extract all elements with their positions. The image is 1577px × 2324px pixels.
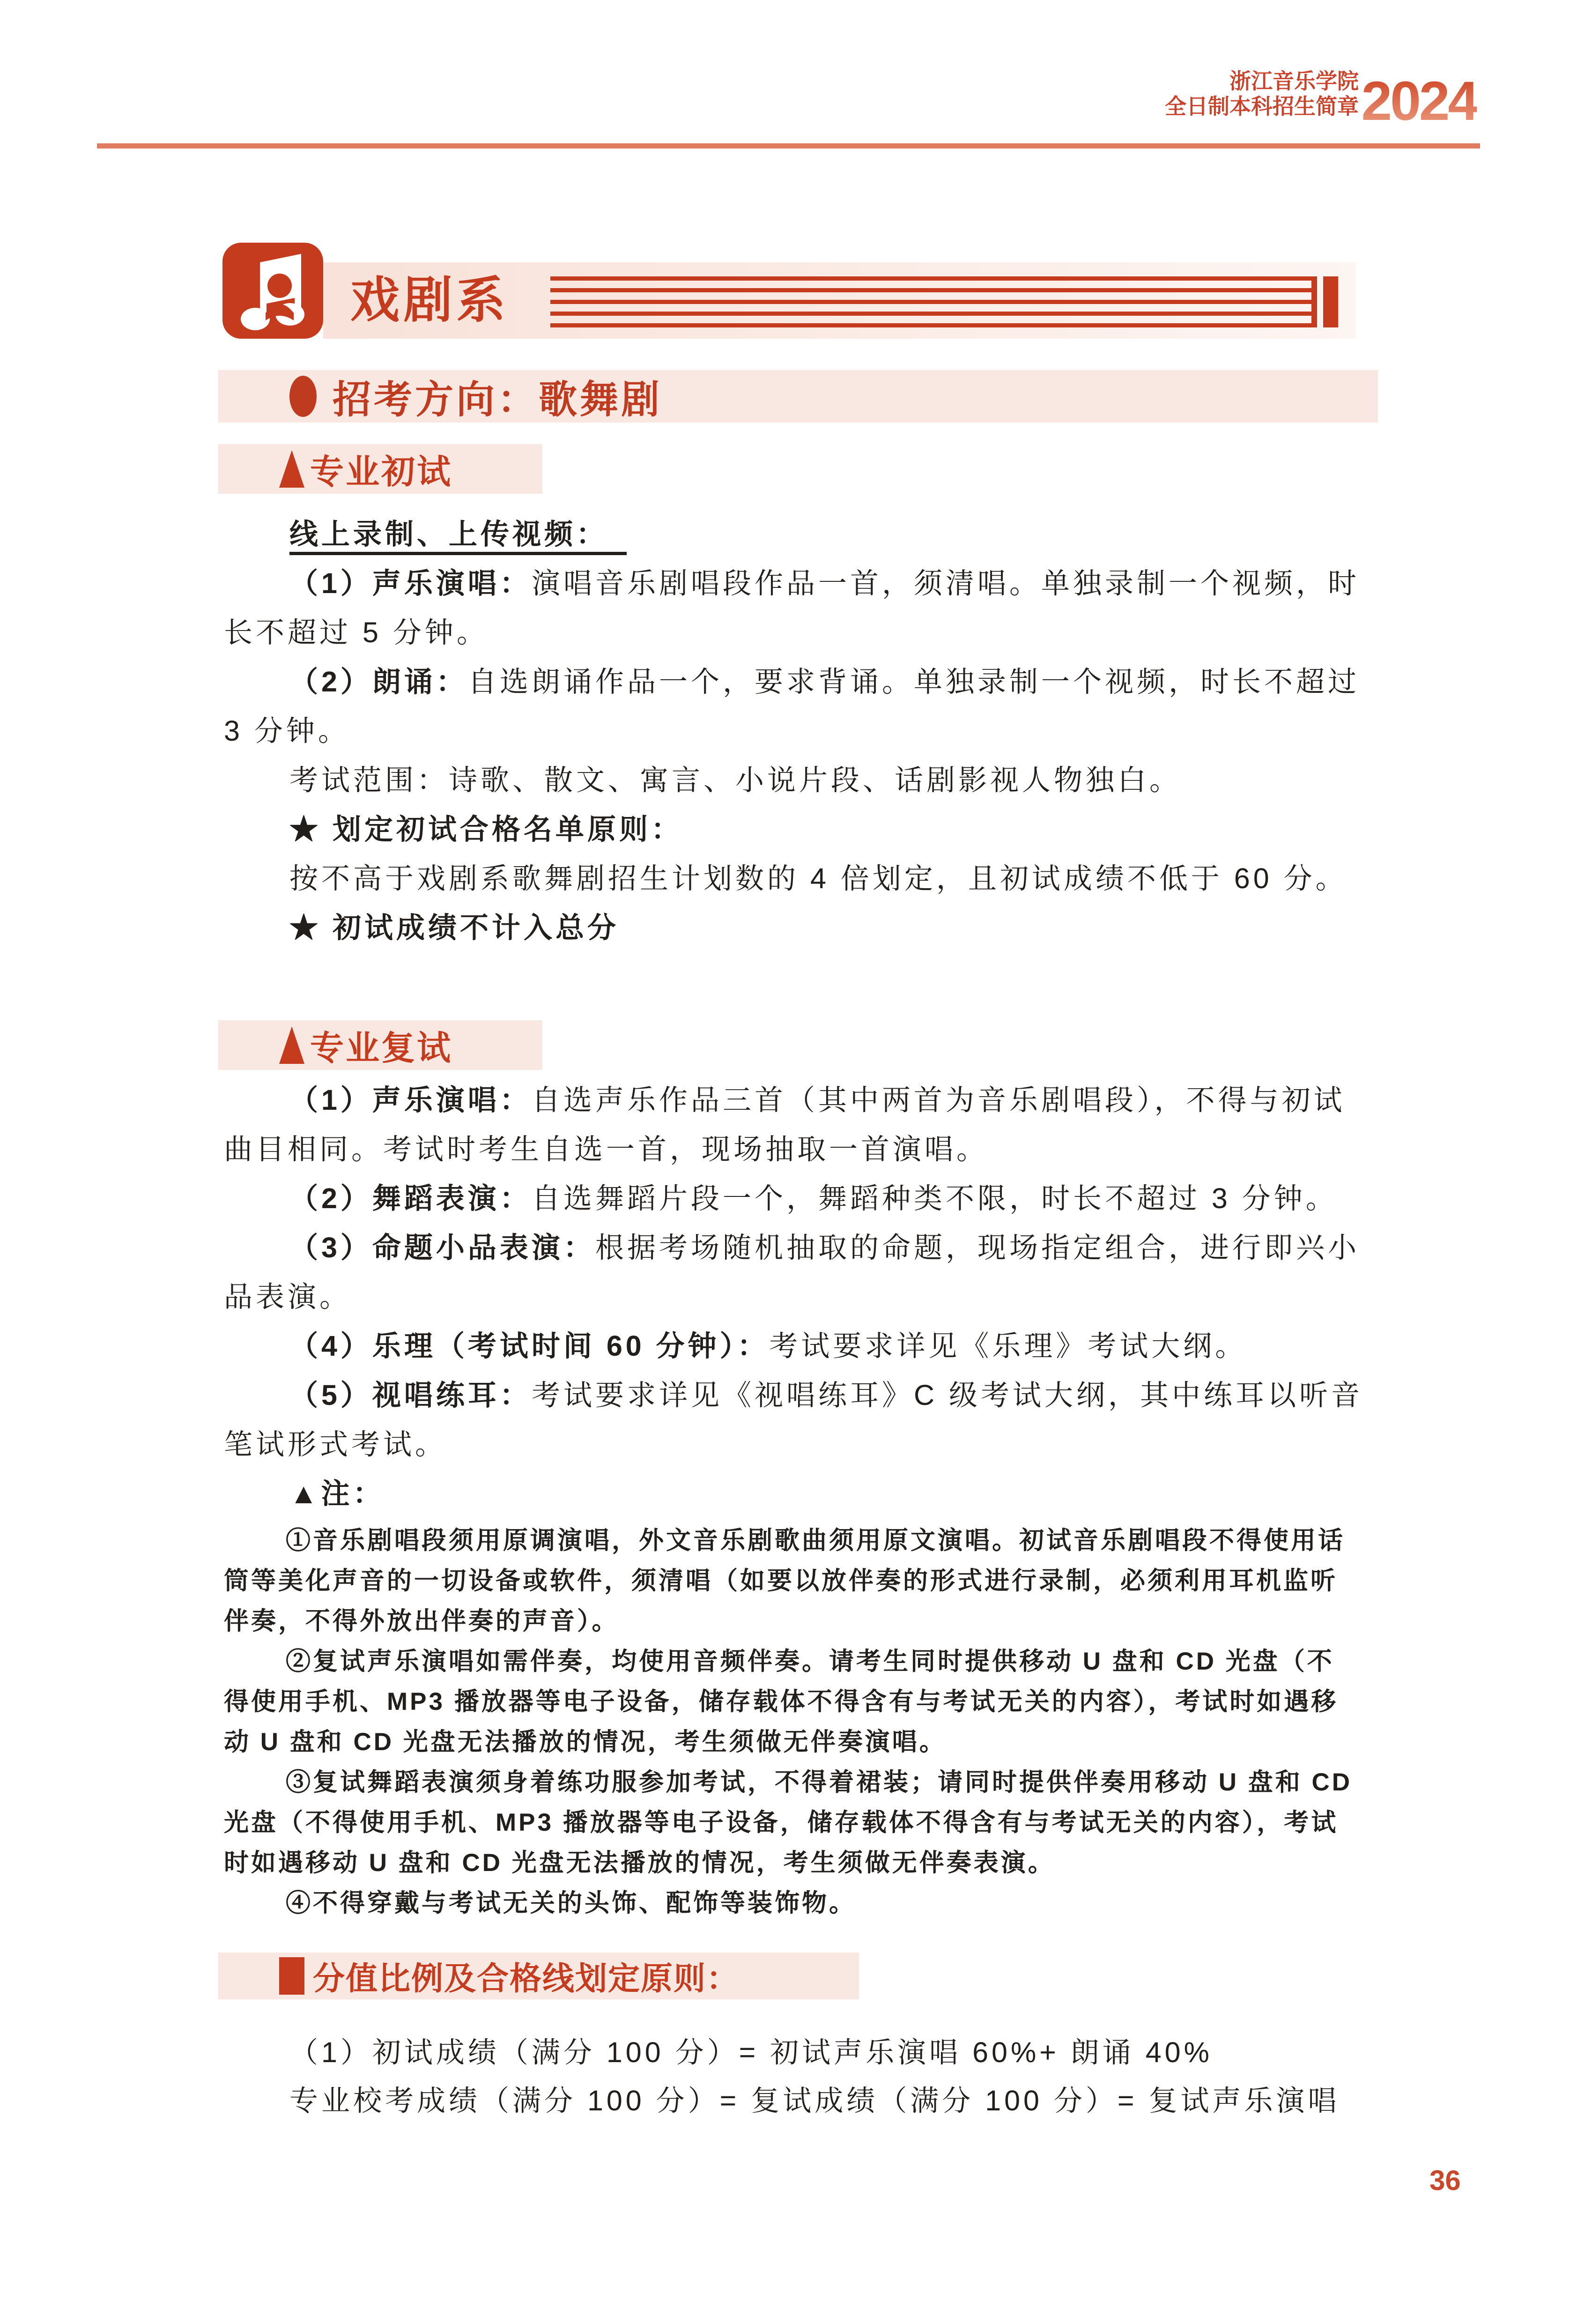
text-line: 按不高于戏剧系歌舞剧招生计划数的 4 倍划定，且初试成绩不低于 60 分。	[289, 862, 1347, 894]
staff-line	[550, 276, 1311, 281]
text-line: 得使用手机、MP3 播放器等电子设备，储存载体不得含有与考试无关的内容），考试时如遇移	[224, 1688, 1339, 1715]
first-round-banner-label: 专业初试	[310, 453, 453, 491]
first-round-banner	[218, 444, 542, 494]
text-line: ①音乐剧唱段须用原调演唱，外文音乐剧歌曲须用原文演唱。初试音乐剧唱段不得使用话	[286, 1527, 1345, 1554]
text-line	[224, 510, 1388, 559]
staff-line	[550, 288, 1311, 292]
header-school-name: 浙江音乐学院	[1229, 69, 1359, 93]
text-line: 光盘（不得使用手机、MP3 播放器等电子设备，储存载体不得含有与考试无关的内容），考试	[224, 1809, 1339, 1836]
text-line: （4）乐理（考试时间 60 分钟）：考试要求详见《乐理》考试大纲。	[289, 1330, 1247, 1362]
triangle-bullet-icon	[279, 1026, 304, 1064]
score-ratio-banner	[218, 1953, 859, 1999]
text-line: （5）视唱练耳：考试要求详见《视唱练耳》C 级考试大纲，其中练耳以听音	[289, 1379, 1363, 1411]
direction-banner	[218, 370, 1378, 423]
square-bullet-icon	[279, 1957, 304, 1995]
music-staff-decoration	[550, 276, 1338, 328]
text-line: 考试范围：诗歌、散文、寓言、小说片段、话剧影视人物独白。	[289, 764, 1182, 796]
text-line: 品表演。	[224, 1281, 352, 1313]
staff-line	[550, 300, 1311, 304]
notes-heading: ▲注：	[289, 1478, 385, 1509]
first-round-text	[224, 510, 1388, 952]
staff-line	[550, 312, 1311, 316]
text-line: 笔试形式考试。	[224, 1428, 447, 1460]
second-round-banner-label: 专业复试	[310, 1030, 453, 1067]
header-year: 2024	[1361, 70, 1477, 132]
score-ratio-banner-label: 分值比例及合格线划定原则：	[313, 1960, 740, 1997]
staff-thin-barline	[1311, 276, 1317, 327]
text-line: ③复试舞蹈表演须身着练功服参加考试，不得着裙装；请同时提供伴奏用移动 U 盘和 CD	[286, 1768, 1352, 1796]
text-line: ④不得穿戴与考试无关的头饰、配饰等装饰物。	[286, 1889, 856, 1917]
header-divider-rule	[97, 143, 1480, 148]
music-note-person-icon	[222, 243, 323, 339]
staff-line	[550, 323, 1311, 327]
notes-text	[224, 1521, 1388, 1923]
second-round-text	[224, 1076, 1388, 1518]
text-line: 动 U 盘和 CD 光盘无法播放的情况，考生须做无伴奏演唱。	[224, 1728, 947, 1756]
text-line: 曲目相同。考试时考生自选一首，现场抽取一首演唱。	[224, 1133, 989, 1165]
triangle-bullet-icon	[279, 450, 304, 488]
text-line: 时如遇移动 U 盘和 CD 光盘无法播放的情况，考生须做无伴奏表演。	[224, 1849, 1055, 1877]
text-line: （1）初试成绩（满分 100 分）= 初试声乐演唱 60%+ 朗诵 40%	[289, 2036, 1213, 2068]
text-line: （1）声乐演唱：演唱音乐剧唱段作品一首，须清唱。单独录制一个视频，时	[289, 567, 1360, 599]
second-round-banner	[218, 1020, 542, 1070]
text-line: （2）朗诵：自选朗诵作品一个，要求背诵。单独录制一个视频，时长不超过	[289, 666, 1360, 698]
text-line: ★ 划定初试合格名单原则：	[289, 813, 683, 845]
text-line: 专业校考成绩（满分 100 分）= 复试成绩（满分 100 分）= 复试声乐演唱	[289, 2085, 1340, 2116]
text-line: 筒等美化声音的一切设备或软件，须清唱（如要以放伴奏的形式进行录制，必须利用耳机监听	[224, 1567, 1338, 1595]
department-title: 戏剧系	[350, 273, 510, 328]
text-line: （1）声乐演唱：自选声乐作品三首（其中两首为音乐剧唱段），不得与初试	[289, 1084, 1346, 1116]
circle-bullet-icon	[289, 376, 317, 417]
underlined-heading: 线上录制、上传视频：	[289, 518, 627, 555]
score-formula-text	[224, 2028, 1388, 2125]
direction-label: 招考方向：歌舞剧	[333, 378, 663, 421]
page-number: 36	[1429, 2165, 1461, 2196]
text-line: 长不超过 5 分钟。	[224, 616, 489, 648]
text-line: （2）舞蹈表演：自选舞蹈片段一个，舞蹈种类不限，时长不超过 3 分钟。	[289, 1182, 1338, 1214]
text-line: （3）命题小品表演：根据考场随机抽取的命题，现场指定组合，进行即兴小	[289, 1232, 1360, 1263]
text-line: ★ 初试成绩不计入总分	[289, 912, 619, 943]
text-line: 3 分钟。	[224, 715, 350, 747]
text-line: 伴奏，不得外放出伴奏的声音）。	[224, 1607, 619, 1635]
header-school-block	[1165, 68, 1359, 119]
text-line: ②复试声乐演唱如需伴奏，均使用音频伴奏。请考生同时提供移动 U 盘和 CD 光盘（不	[286, 1648, 1334, 1675]
staff-thick-barline	[1323, 276, 1338, 327]
header-brochure-title: 全日制本科招生简章	[1165, 94, 1359, 119]
